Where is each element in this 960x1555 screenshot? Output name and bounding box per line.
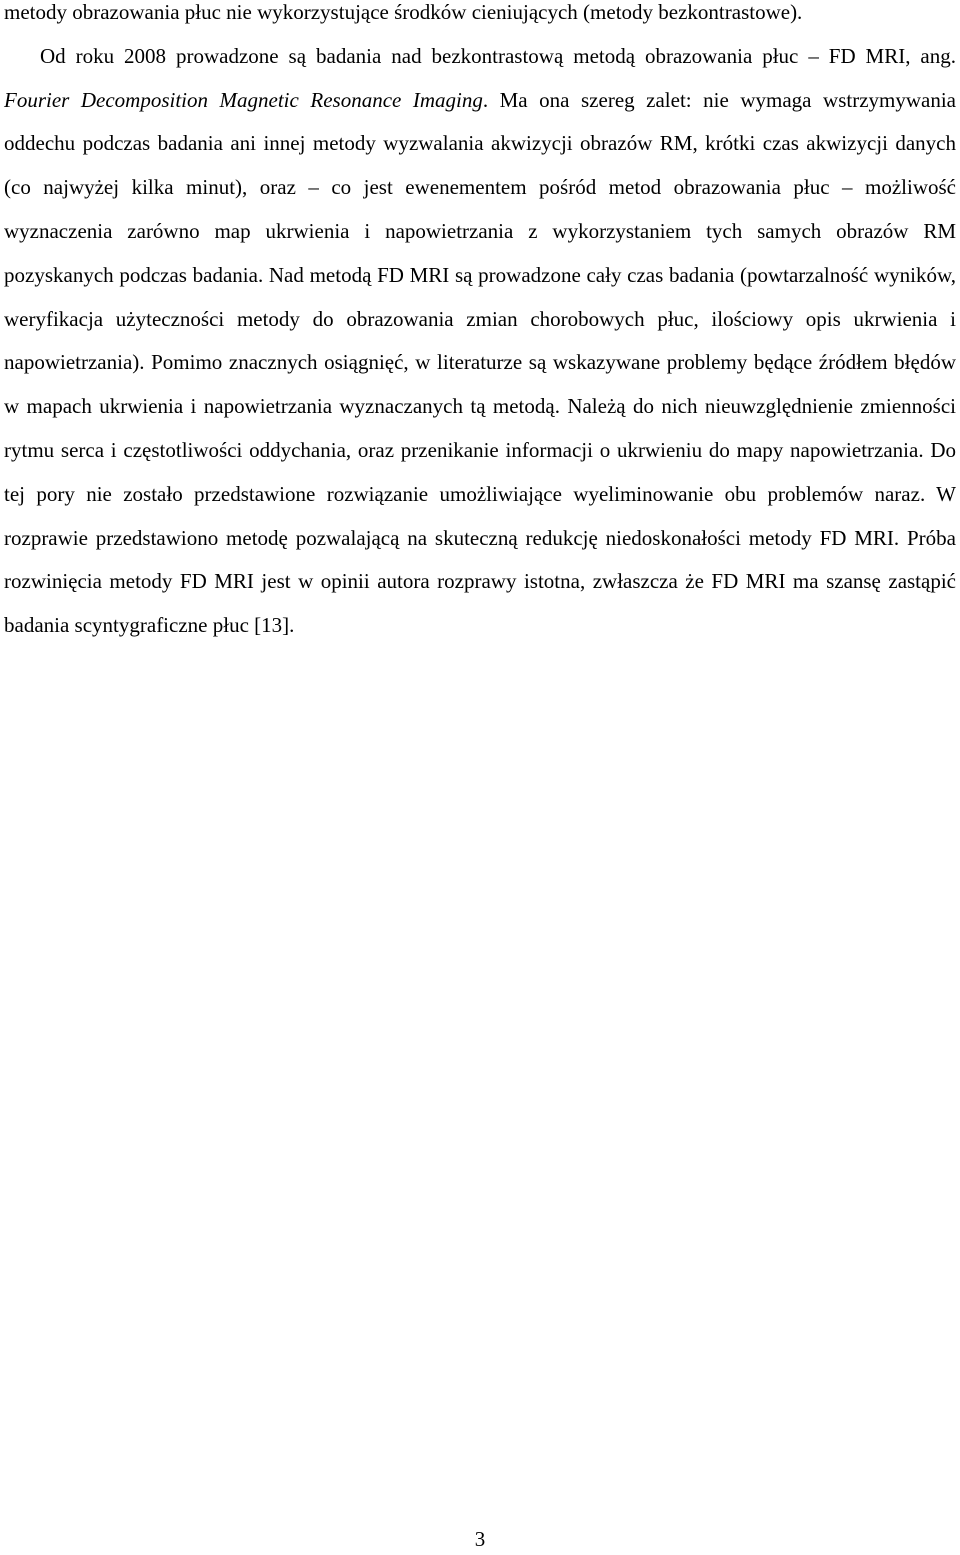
- paragraph-fd-mri-intro: Od roku 2008 prowadzone są badania nad bezkontrastową metodą obrazowania płuc – FD MRI, ang.: [40, 43, 956, 68]
- paragraph-fd-mri-body: . Ma ona szereg zalet: nie wymaga wstrzymywania oddechu podczas badania ani innej metody wyzwalania akwizycji obrazów RM, krótki czas akwizycji danych (co najwyżej kilka minut), oraz – co jest ewenementem pośród metod obrazowania płuc – możliwość wyznaczenia zarówno map ukrwienia i napowietrzania z wykorzystaniem tych samych obrazów RM pozyskanych podczas badania. Nad metodą FD MRI są prowadzone cały czas badania (powtarzalność wyników, weryfikacja użyteczności metody do obrazowania zmian chorobowych płuc, ilościowy opis ukrwienia i napowietrzania). Pomimo znacznych osiągnięć, w literaturze są wskazywane problemy będące źródłem błędów w mapach ukrwienia i napowietrzania wyznaczanych tą metodą. Należą do nich nieuwzględnienie zmienności rytmu serca i częstotliwości oddychania, oraz przenikanie informacji o ukrwieniu do mapy napowietrzania. Do tej pory nie zostało przedstawione rozwiązanie umożliwiające wyeliminowanie obu problemów naraz. W rozprawie przedstawiono metodę pozwalającą na skuteczną redukcję niedoskonałości metody FD MRI. Próba rozwinięcia metody FD MRI jest w opinii autora rozprawy istotna, zwłaszcza że FD MRI ma szansę zastąpić badania scyntygraficzne płuc [13].: [4, 87, 956, 638]
- paragraph-fd-mri: [4, 35, 956, 648]
- body-text: [4, 0, 956, 648]
- page-number: 3: [474, 1527, 486, 1551]
- paragraph-continuation: metody obrazowania płuc nie wykorzystujące środków cieniujących (metody bezkontrastowe).: [4, 0, 803, 24]
- paragraph-fd-mri-term: Fourier Decomposition Magnetic Resonance Imaging: [4, 87, 483, 112]
